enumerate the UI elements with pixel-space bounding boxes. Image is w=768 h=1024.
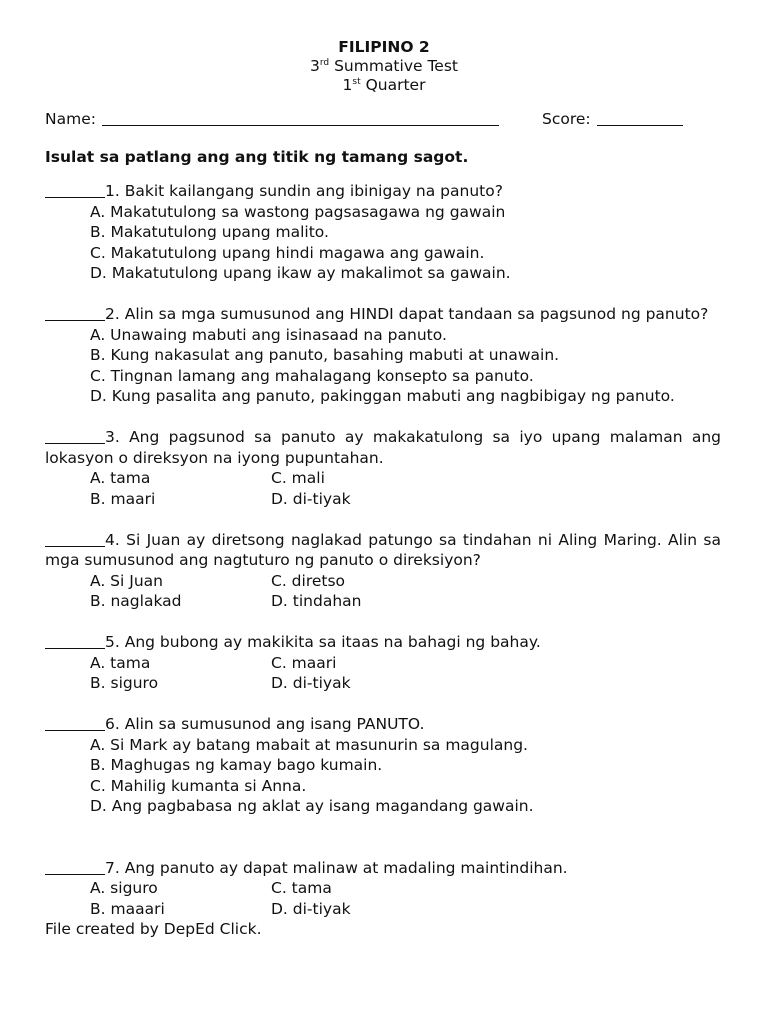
choice-c: C. diretso <box>271 571 346 590</box>
choice-grid <box>45 468 721 509</box>
answer-blank[interactable] <box>45 532 105 547</box>
choice-d: D. di-tiyak <box>271 674 351 692</box>
instructions: Isulat sa patlang ang ang titik ng tamang sagot. <box>45 148 469 166</box>
choice-b: B. naglakad <box>90 592 182 610</box>
choice-d: D. di-tiyak <box>271 899 351 918</box>
choice-a: A. Si Juan <box>90 571 163 590</box>
choice-c: C. maari <box>271 653 337 672</box>
choice-d: D. Kung pasalita ang panuto, pakinggan mabuti ang nagbibigay ng panuto. <box>90 387 675 405</box>
choice-b: B. siguro <box>90 674 159 692</box>
name-blank[interactable] <box>102 109 499 126</box>
answer-blank[interactable] <box>45 183 105 198</box>
score-label: Score: <box>542 110 591 128</box>
question-2 <box>45 304 721 407</box>
choice-a: A. Unawaing mabuti ang isinasaad na panuto. <box>90 325 447 344</box>
choice-c: C. mali <box>271 469 325 487</box>
answer-blank[interactable] <box>45 860 105 875</box>
name-label: Name: <box>45 110 96 128</box>
choice-d: D. tindahan <box>271 592 362 610</box>
quarter-title <box>0 76 768 95</box>
choice-a: A. siguro <box>90 879 158 897</box>
choice-c: C. Mahilig kumanta si Anna. <box>90 776 307 795</box>
test-ordinal: rd <box>319 57 330 68</box>
student-info-row <box>45 109 725 129</box>
answer-blank[interactable] <box>45 716 105 731</box>
question-list <box>45 181 721 940</box>
choice-a: A. Makatutulong sa wastong pagsasagawa ng gawain <box>90 202 506 221</box>
score-field <box>542 109 683 129</box>
answer-blank[interactable] <box>45 429 105 444</box>
question-stem: 7. Ang panuto ay dapat malinaw at madaling maintindihan. <box>105 858 568 877</box>
choice-b: B. maari <box>90 489 156 508</box>
score-blank[interactable] <box>597 109 683 126</box>
choice-b: B. Maghugas ng kamay bago kumain. <box>90 756 383 774</box>
question-6 <box>45 714 721 817</box>
choice-c: C. Tingnan lamang ang mahalagang konsepto sa panuto. <box>90 366 534 385</box>
test-label: Summative Test <box>334 57 458 75</box>
worksheet-header <box>0 38 768 95</box>
choice-b: B. maaari <box>90 899 165 918</box>
answer-blank[interactable] <box>45 306 105 321</box>
choice-c: C. tama <box>271 879 332 897</box>
choice-a: A. tama <box>90 469 151 487</box>
choice-b: B. Makatutulong upang malito. <box>90 223 329 241</box>
question-stem: 4. Si Juan ay diretsong naglakad patungo sa tindahan ni Aling Maring. Alin sa mga sumusunod ang nagtuturo ng panuto o direksiyon? <box>45 530 721 569</box>
quarter-label: Quarter <box>365 76 426 94</box>
question-5 <box>45 632 721 694</box>
choice-d: D. Ang pagbabasa ng aklat ay isang magandang gawain. <box>90 797 534 815</box>
question-stem: 1. Bakit kailangang sundin ang ibinigay na panuto? <box>105 182 503 200</box>
choice-grid <box>45 878 721 919</box>
footer-credit: File created by DepEd Click. <box>45 920 262 938</box>
choice-grid <box>45 571 721 612</box>
test-title <box>0 57 768 76</box>
question-stem: 2. Alin sa mga sumusunod ang HINDI dapat tandaan sa pagsunod ng panuto? <box>105 305 709 323</box>
question-4 <box>45 530 721 612</box>
quarter-number: 1 <box>342 76 353 94</box>
test-number: 3 <box>310 57 320 75</box>
answer-blank[interactable] <box>45 634 105 649</box>
subject-title: FILIPINO 2 <box>338 38 430 56</box>
question-7 <box>45 858 721 940</box>
choice-d: D. Makatutulong upang ikaw ay makalimot sa gawain. <box>90 264 511 282</box>
quarter-ordinal: st <box>352 76 361 87</box>
question-1 <box>45 181 721 284</box>
choice-c: C. Makatutulong upang hindi magawa ang gawain. <box>90 243 485 262</box>
choice-grid <box>45 653 721 694</box>
choice-d: D. di-tiyak <box>271 489 351 508</box>
choice-a: A. tama <box>90 653 151 672</box>
question-stem: 5. Ang bubong ay makikita sa itaas na bahagi ng bahay. <box>105 633 541 651</box>
choice-b: B. Kung nakasulat ang panuto, basahing mabuti at unawain. <box>90 346 560 364</box>
question-stem: 3. Ang pagsunod sa panuto ay makakatulong sa iyo upang malaman ang lokasyon o direksyon na iyong pupuntahan. <box>45 428 721 467</box>
question-stem: 6. Alin sa sumusunod ang isang PANUTO. <box>105 715 425 733</box>
choice-a: A. Si Mark ay batang mabait at masunurin sa magulang. <box>90 735 528 754</box>
question-3 <box>45 427 721 509</box>
